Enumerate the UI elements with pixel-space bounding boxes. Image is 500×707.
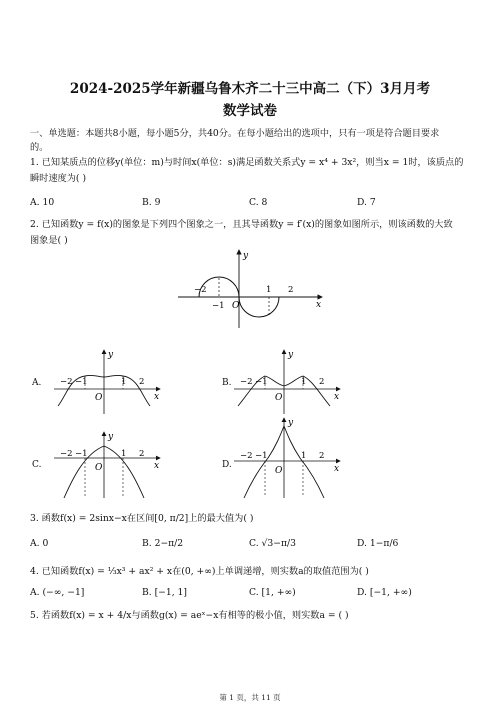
exam-title: 2024-2025学年新疆乌鲁木齐二十三中高二（下）3月月考 (69, 81, 431, 97)
tick-label: −2 (240, 377, 253, 387)
tick-label: −2 (194, 285, 207, 295)
tick-label: −1 (75, 449, 88, 459)
x-axis-label: x (334, 464, 340, 474)
question-2-text: 2. 已知函数y = f(x)的图象是下列四个图象之一，且其导函数y = f′(x)的图象如图所示，则该函数的大致 (30, 219, 453, 230)
option-d-label: D. (222, 460, 232, 470)
tick-label: 2 (139, 377, 145, 387)
option-d: D. 1−π/6 (357, 538, 399, 549)
tick-label: 1 (121, 449, 127, 459)
option-b-label: B. (222, 378, 232, 388)
question-1-text: 1. 已知某质点的位移y(单位：m)与时间x(单位：s)满足函数关系式y = x⁴ + 3x²，则当x = 1时，该质点的 (30, 157, 464, 168)
option-c: C. [1, +∞) (249, 587, 296, 598)
question-2-text-cont: 图象是( ) (30, 235, 68, 246)
x-axis-label: x (316, 300, 322, 310)
tick-label: −1 (255, 451, 268, 461)
x-axis-label: x (334, 392, 340, 402)
question-1-options (30, 197, 475, 210)
option-b: B. [−1, 1] (142, 587, 187, 598)
option-a: A. 10 (30, 197, 55, 208)
option-d: D. 7 (357, 197, 376, 208)
tick-label: −1 (212, 301, 225, 311)
tick-label: 2 (319, 377, 325, 387)
question-5-text: 5. 若函数f(x) = x + 4/x与函数g(x) = aeˣ−x有相等的极小值，则实数a = ( ) (30, 610, 349, 621)
option-b: B. 9 (142, 197, 161, 208)
tick-label: −2 (60, 377, 73, 387)
tick-label: −2 (60, 449, 73, 459)
option-c: C. 8 (249, 197, 268, 208)
origin-label: O (275, 466, 283, 476)
option-d-graph (230, 414, 348, 500)
option-b: B. 2−π/2 (142, 538, 184, 549)
question-3-text: 3. 函数f(x) = 2sinx−x在区间[0, π/2]上的最大值为( ) (30, 513, 254, 524)
tick-label: −2 (240, 451, 253, 461)
question-1-text-cont: 瞬时速度为( ) (30, 173, 87, 184)
option-a: A. 0 (30, 538, 49, 549)
x-axis-label: x (154, 392, 160, 402)
section-heading-cont: 的。 (30, 142, 49, 153)
derivative-graph (172, 244, 332, 332)
y-axis-label: y (288, 350, 294, 360)
y-axis-label: y (243, 251, 249, 261)
option-b-graph (230, 346, 348, 416)
tick-label: 2 (288, 285, 294, 295)
origin-label: O (95, 393, 103, 403)
y-axis-label: y (288, 418, 294, 428)
tick-label: 1 (121, 377, 127, 387)
question-4-options (30, 587, 475, 600)
tick-label: −1 (255, 377, 268, 387)
question-3-options (30, 538, 475, 551)
origin-label: O (232, 301, 240, 311)
x-axis-label: x (154, 461, 160, 471)
tick-label: 2 (319, 451, 325, 461)
option-d: D. [−1, +∞) (357, 587, 412, 598)
tick-label: −1 (75, 377, 88, 387)
question-4-text: 4. 已知函数f(x) = ⅓x³ + ax² + x在(0, +∞)上单调递增，则实数a的取值范围为( ) (30, 566, 369, 577)
exam-subtitle: 数学试卷 (223, 103, 277, 119)
option-c-label: C. (32, 460, 42, 470)
origin-label: O (95, 463, 103, 473)
y-axis-label: y (108, 350, 114, 360)
origin-label: O (275, 393, 283, 403)
tick-label: 2 (139, 449, 145, 459)
option-a: A. (−∞, −1] (30, 587, 85, 598)
option-a-label: A. (32, 378, 42, 388)
tick-label: 1 (301, 451, 307, 461)
tick-label: 1 (266, 285, 272, 295)
page-footer: 第 1 页，共 11 页 (219, 693, 281, 702)
tick-label: 1 (301, 377, 307, 387)
option-c: C. √3−π/3 (249, 538, 296, 549)
option-a-graph (50, 346, 168, 416)
y-axis-label: y (108, 432, 114, 442)
section-heading: 一、单选题：本题共8小题，每小题5分，共40分。在每小题给出的选项中，只有一项是符合题目要求 (30, 128, 440, 139)
option-c-graph (50, 428, 168, 500)
